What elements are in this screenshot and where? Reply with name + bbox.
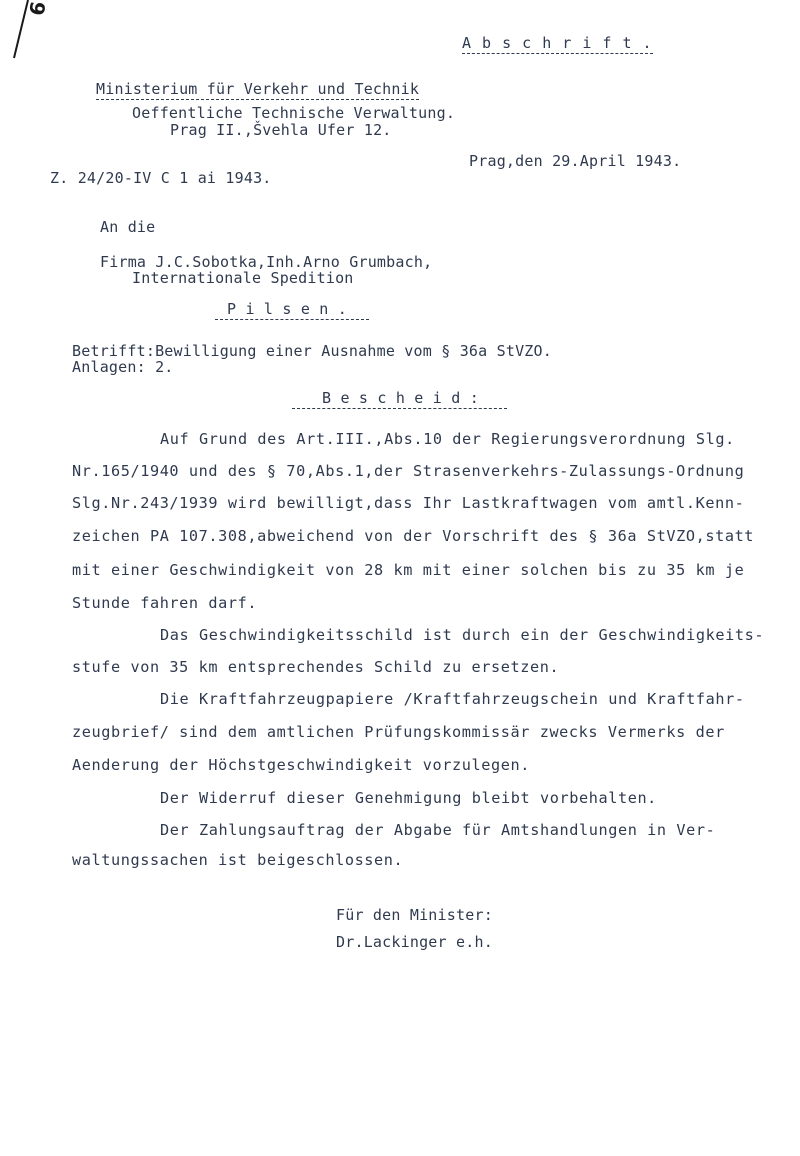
office-address: Prag II.,Švehla Ufer 12. [170,121,392,139]
body-line: stufe von 35 km entsprechendes Schild zu ersetzen. [72,658,560,676]
signature-line-2: Dr.Lackinger e.h. [336,933,493,951]
body-line: Auf Grund des Art.III.,Abs.10 der Regierungsverordnung Slg. [160,430,735,448]
body-line: zeichen PA 107.308,abweichend von der Vorschrift des § 36a StVZO,statt [72,527,755,545]
body-line: Der Zahlungsauftrag der Abgabe für Amtshandlungen in Ver- [160,821,716,839]
file-number: Z. 24/20-IV C 1 ai 1943. [50,169,272,187]
body-line: zeugbrief/ sind dem amtlichen Prüfungskommissär zwecks Vermerks der [72,723,725,741]
body-line: waltungssachen ist beigeschlossen. [72,851,404,869]
office-name: Oeffentliche Technische Verwaltung. [132,104,456,122]
recipient-firm-type: Internationale Spedition [132,269,354,287]
recipient-firm: Firma J.C.Sobotka,Inh.Arno Grumbach, [100,253,433,271]
corner-binder-mark [0,0,60,70]
body-line: Das Geschwindigkeitsschild ist durch ein der Geschwindigkeits- [160,626,765,644]
body-line: Aenderung der Höchstgeschwindigkeit vorzulegen. [72,756,530,774]
body-line: Stunde fahren darf. [72,594,258,612]
subject-line: Betrifft:Bewilligung einer Ausnahme vom § 36a StVZO. [72,342,552,360]
ministry-name: Ministerium für Verkehr und Technik [96,80,420,98]
copy-mark: A b s c h r i f t . [462,34,653,52]
salutation: An die [100,218,156,236]
body-line: Slg.Nr.243/1939 wird bewilligt,dass Ihr Lastkraftwagen vom amtl.Kenn- [72,494,745,512]
attachments-line: Anlagen: 2. [72,358,174,376]
document-title: B e s c h e i d : [292,389,507,409]
signature-line-1: Für den Minister: [336,906,493,924]
body-line: mit einer Geschwindigkeit von 28 km mit einer solchen bis zu 35 km je [72,561,745,579]
body-line: Die Kraftfahrzeugpapiere /Kraftfahrzeugschein und Kraftfahr- [160,690,745,708]
place-date: Prag,den 29.April 1943. [469,152,682,170]
body-line: Der Widerruf dieser Genehmigung bleibt vorbehalten. [160,789,657,807]
body-line: Nr.165/1940 und des § 70,Abs.1,der Strasenverkehrs-Zulassungs-Ordnung [72,462,745,480]
corner-number: 6 [24,0,51,18]
recipient-city: P i l s e n . [215,300,369,320]
